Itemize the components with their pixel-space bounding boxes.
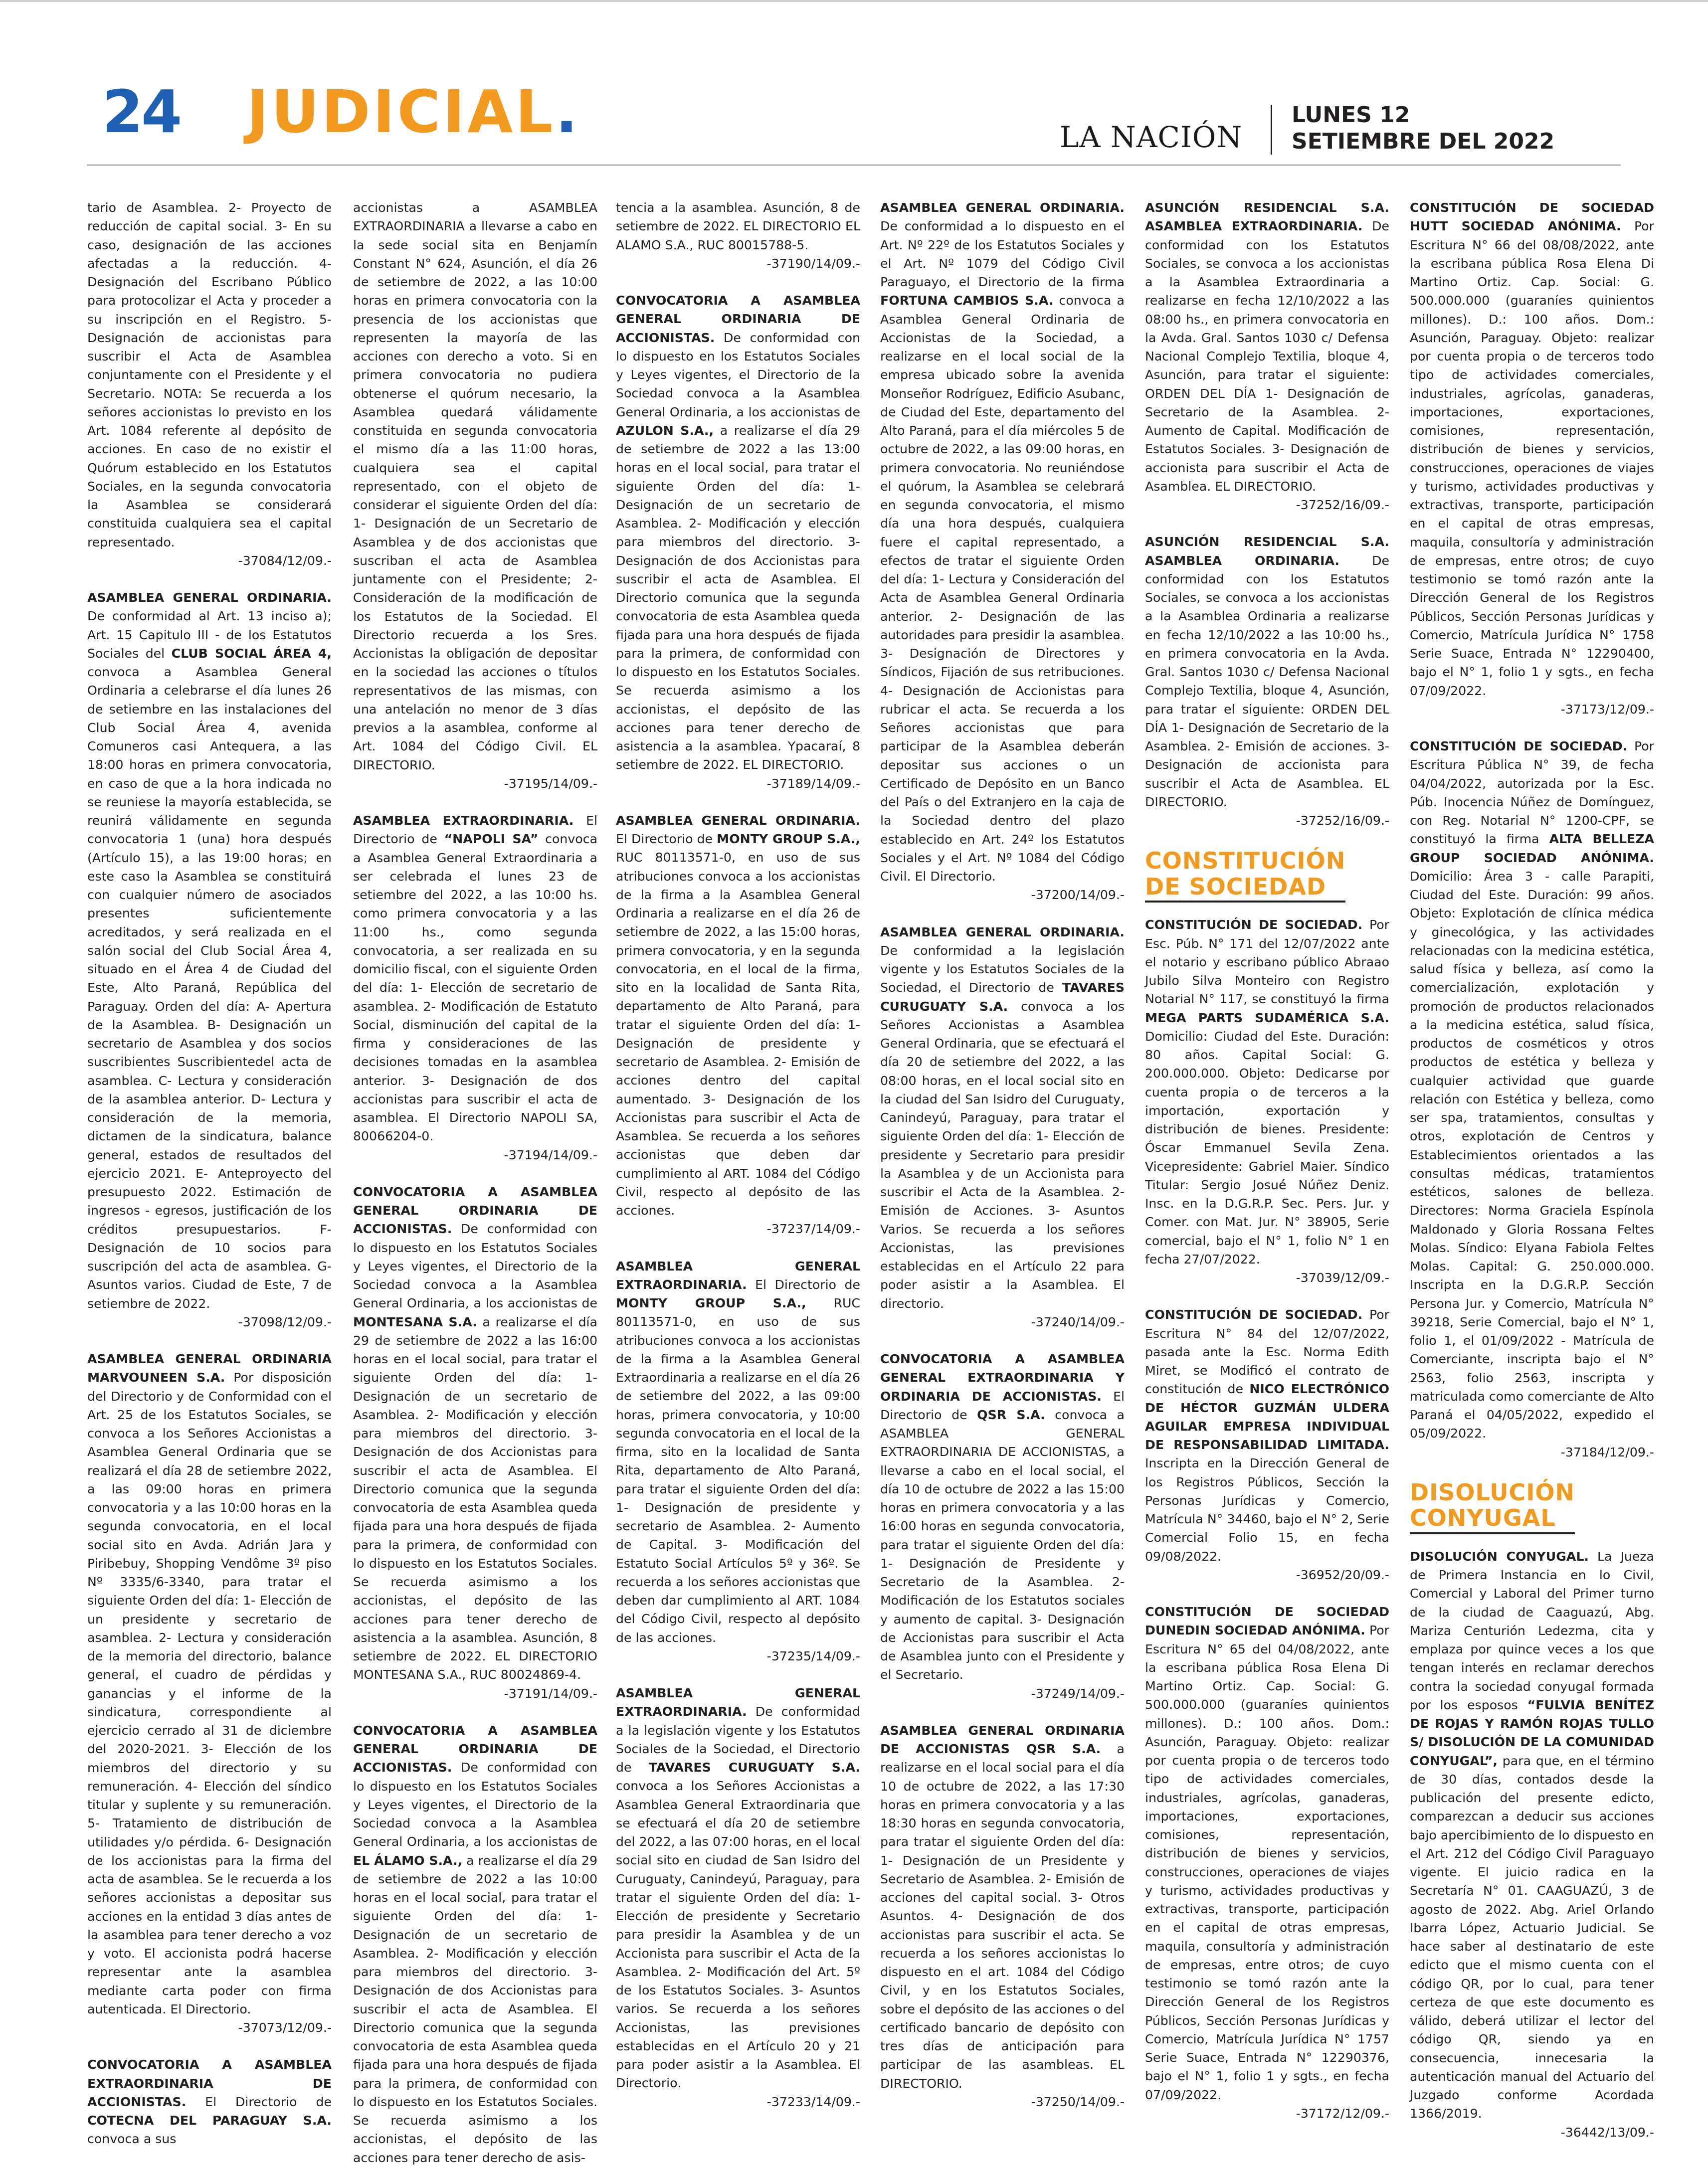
- column-5: [1145, 198, 1389, 2123]
- notice-code: -37084/12/09.-: [238, 553, 332, 568]
- notice-code: -37235/14/09.-: [766, 1648, 860, 1663]
- notice-code: -37190/14/09.-: [766, 256, 860, 271]
- header-separator: [1271, 105, 1272, 155]
- notice-title: ASUNCIÓN RESIDENCIAL S.A. ASAMBLEA ORDINARIA.: [1145, 535, 1389, 568]
- notice: ASAMBLEA GENERAL EXTRAORDINARIA. De conformidad a la legislación vigente y los Estatutos Sociales de la Sociedad, el Directorio de TAVARES CURUGUATY S.A. convoca a los Señores Accionistas a Asamblea General Extraordinaria que se efectuará el día 20 de setiembre del 2022, a las 07:00 horas, en el local social sito en ciudad de San Isidro del Curuguaty, Canindeyú, Paraguay, para tratar el siguiente Orden del día: 1- Elección de presidente y Secretario para presidir la Asamblea y de un Accionista para suscribir el Acta de la Asamblea. 2- Modificación del Art. 5º de los Estatutos Sociales. 3- Asuntos varios. Se recuerda a los señores Accionistas, las previsiones establecidas en el Artículo 20 y 21 para poder asistir a la Asamblea. El Directorio.: [616, 1686, 860, 2091]
- notice-code: -37184/12/09.-: [1560, 1445, 1654, 1459]
- newspaper-logo: LA NACIÓN: [1060, 120, 1243, 154]
- notice: CONVOCATORIA A ASAMBLEA GENERAL EXTRAORDINARIA Y ORDINARIA DE ACCIONISTAS. El Directorio de QSR S.A. convoca a ASAMBLEA GENERAL EXTRAORDINARIA DE ACCIONISTAS, a llevarse a cabo en el local social, el día 10 de octubre de 2022 a las 15:00 horas en primera convocatoria y a las 16:00 horas en segunda convocatoria, para tratar el siguiente Orden del día: 1- Designación de Presidente y Secretario de la Asamblea. 2- Modificación de los Estatutos sociales y aumento de capital. 3- Designación de Accionistas para suscribir el Acta de Asamblea junto con el Presidente y el Secretario.: [880, 1352, 1125, 1682]
- notice-title: CONVOCATORIA A ASAMBLEA GENERAL ORDINARIA DE ACCIONISTAS.: [353, 1184, 597, 1237]
- notice-code: -37240/14/09.-: [1031, 1314, 1125, 1329]
- notice: CONVOCATORIA A ASAMBLEA EXTRAORDINARIA DE ACCIONISTAS. El Directorio de COTECNA DEL PARAGUAY S.A. convoca a sus: [87, 2057, 332, 2147]
- date-line: [1292, 102, 1554, 155]
- notice-code: -37189/14/09.-: [766, 776, 860, 791]
- notice-code: -37250/14/09.-: [1031, 2094, 1125, 2109]
- column-4: [880, 198, 1125, 2111]
- notice-title: CONSTITUCIÓN DE SOCIEDAD.: [1145, 917, 1363, 932]
- notice-title: ASAMBLEA GENERAL ORDINARIA.: [616, 813, 860, 828]
- notice-title: ASAMBLEA GENERAL ORDINARIA.: [880, 200, 1125, 215]
- notice-title: ASAMBLEA GENERAL ORDINARIA.: [880, 924, 1125, 939]
- notice: CONSTITUCIÓN DE SOCIEDAD. Por Escritura N° 84 del 12/07/2022, pasada ante la Esc. Norma Edith Miret, se Modificó el contrato de constitución de NICO ELECTRÓNICO DE HÉCTOR GUZMÁN ULDERA AGUILAR EMPRESA INDIVIDUAL DE RESPONSABILIDAD LIMITADA. Inscripta en la Dirección General de los Registros Públicos, Sección la Personas Jurídicas y Comercio, Matrícula N° 34460, bajo el N° 2, Serie Comercial Folio 15, en fecha 09/08/2022.: [1145, 1307, 1390, 1564]
- notice: ASAMBLEA GENERAL EXTRAORDINARIA. El Directorio de MONTY GROUP S.A., RUC 80113571-0, en uso de sus atribuciones convoca a los accionistas de la firma a la Asamblea General Extraordinaria a realizarse en el día 26 de setiembre del 2022, a las 09:00 horas, primera convocatoria, y 10:00 segunda convocatoria en el local de la firma, sito en la localidad de Santa Rita, departamento de Alto Paraná, para tratar el siguiente Orden del día: 1- Designación de presidente y secretario de Asamblea. 2- Aumento de Capital. 3- Modificación del Estatuto Social Artículos 5º y 36º. Se recuerda a los señores accionistas que deben dar cumplimiento al ART. 1084 del Código Civil, respecto al depósito de las acciones.: [616, 1259, 860, 1645]
- notice: ASAMBLEA GENERAL ORDINARIA MARVOUNEEN S.A. Por disposición del Directorio y de Conformidad con el Art. 25 de los Estatutos Sociales, se convoca a los Señores Accionistas a Asamblea General Ordinaria que se realizará el día 28 de setiembre 2022, a las 09:00 horas en primera convocatoria y a las 10:00 horas en la segunda convocatoria, en el local social sito en Avda. Adrián Jara y Piribebuy, Shopping Vendôme 3º piso Nº 3335/6-3340, para tratar el siguiente Orden del día: 1- Elección de un presidente y secretario de asamblea. 2- Lectura y consideración de la memoria del directorio, balance general, el cuadro de pérdidas y ganancias y el informe de la sindicatura, correspondiente al ejercicio cerrado al 31 de diciembre del 2020-2021. 3- Elección de los miembros del directorio y su remuneración. 4- Elección del síndico titular y suplente y su remuneración. 5- Tratamiento de distribución de utilidades y/o pérdida. 6- Designación de los accionistas para la firma del acta de asamblea. Se le recuerda a los señores accionistas a depositar sus acciones en la entidad 3 días antes de la asamblea para tener derecho a voz y voto. El accionista podrá hacerse representar ante la asamblea mediante carta poder con firma autenticada. El Directorio.: [87, 1352, 332, 2016]
- notice-code: -37200/14/09.-: [1031, 888, 1125, 903]
- notice-title: CONSTITUCIÓN DE SOCIEDAD DUNEDIN SOCIEDAD ANÓNIMA.: [1145, 1605, 1389, 1638]
- notice-body: tencia a la asamblea. Asunción, 8 de setiembre de 2022. EL DIRECTORIO EL ALAMO S.A., RUC 80015788-5.: [616, 200, 860, 252]
- top-rule: [0, 0, 1708, 2]
- page-number: 24: [102, 77, 181, 146]
- notice-title: ASAMBLEA EXTRAORDINARIA.: [353, 813, 574, 828]
- section-dot: .: [555, 77, 580, 146]
- section-heading-constitucion: CONSTITUCIÓN DE SOCIEDAD: [1145, 848, 1345, 903]
- column-6: [1410, 198, 1654, 2142]
- notice-title: CONVOCATORIA A ASAMBLEA GENERAL ORDINARIA DE ACCIONISTAS.: [353, 1723, 597, 1775]
- notice: ASAMBLEA GENERAL ORDINARIA. De conformidad a lo dispuesto en el Art. Nº 22º de los Estatutos Sociales y el Art. Nº 1079 del Código Civil Paraguayo, el Directorio de la firma FORTUNA CAMBIOS S.A. convoca a Asamblea General Ordinaria de Accionistas de la Sociedad, a realizarse en el local social de la empresa ubicado sobre la avenida Monseñor Rodríguez, Edificio Asubanc, de Ciudad del Este, departamento del Alto Paraná, para el día miércoles 5 de octubre de 2022, a las 09:00 horas, en primera convocatoria. No reuniéndose el quórum, la Asamblea se celebrará en segunda convocatoria, el mismo día una hora después, cualquiera fuere el capital representado, a efectos de tratar el siguiente Orden del día: 1- Lectura y Consideración del Acta de Asamblea General Ordinaria anterior. 2- Designación de las autoridades para presidir la asamblea. 3- Designación de Directores y Síndicos, Fijación de sus retribuciones. 4- Designación de Accionistas para rubricar el acta. Se recuerda a los Señores accionistas que para participar de la Asamblea deberán depositar sus acciones o un Certificado de Depósito en un Banco del País o del Extranjero en la caja de la Sociedad dentro del plazo establecido en Art. 24º los Estatutos Sociales y el Art. Nº 1084 del Código Civil. El Directorio.: [880, 200, 1125, 884]
- notice-title: CONVOCATORIA A ASAMBLEA EXTRAORDINARIA DE ACCIONISTAS.: [87, 2057, 332, 2109]
- notice: CONVOCATORIA A ASAMBLEA GENERAL ORDINARIA DE ACCIONISTAS. De conformidad con lo dispuesto en los Estatutos Sociales y Leyes vigentes, el Directorio de la Sociedad convoca a la Asamblea General Ordinaria, a los accionistas de EL ÁLAMO S.A., a realizarse el día 29 de setiembre de 2022 a las 10:00 horas en el local social, para tratar el siguiente Orden del día: 1- Designación de un secretario de Asamblea. 2- Modificación y elección para miembros del directorio. 3- Designación de dos Accionistas para suscribir el acta de Asamblea. El Directorio comunica que la segunda convocatoria de esta Asamblea queda fijada para una hora después de fijada para la primera, de conformidad con lo dispuesto en los Estatutos Sociales. Se recuerda asimismo a los accionistas, el depósito de las acciones para tener derecho de asis-: [353, 1723, 597, 2165]
- notice: ASAMBLEA EXTRAORDINARIA. El Directorio de “NAPOLI SA” convoca a Asamblea General Extraordinaria a ser celebrada el lunes 23 de setiembre del 2022, a las 10:00 hs. como primera convocatoria y a las 11:00 hs., como segunda convocatoria, a ser realizada en su domicilio fiscal, con el siguiente Orden del día: 1- Elección de secretario de asamblea. 2- Modificación de Estatuto Social, disminución del capital de la firma y consideraciones de las decisiones tomadas en la asamblea anterior. 3- Designación de dos accionistas para suscribir el acta de asamblea. El Directorio NAPOLI SA, 80066204-0.: [353, 813, 598, 1144]
- notice-code: -37191/14/09.-: [504, 1686, 597, 1701]
- notice-code: -37073/12/09.-: [238, 2020, 332, 2035]
- notice-code: -36952/20/09.-: [1296, 1567, 1389, 1582]
- column-2: [353, 198, 597, 2167]
- notice-title: DISOLUCIÓN CONYUGAL.: [1410, 1549, 1589, 1564]
- notice-title: ASAMBLEA GENERAL EXTRAORDINARIA.: [616, 1686, 860, 1719]
- notice-code: -37039/12/09.-: [1296, 1271, 1389, 1285]
- notice-body: tario de Asamblea. 2- Proyecto de reducción de capital social. 3- En su caso, designación de las acciones afectadas a la reducción. 4- Designación del Escribano Público para protocolizar el Acta y proceder a su inscripción en el Registro. 5- Designación de accionistas para suscribir el Acta de Asamblea conjuntamente con el Presidente y el Secretario. NOTA: Se recuerda a los señores accionistas lo previsto en los Art. 1084 referente al depósito de acciones. En caso de no existir el Quórum establecido en los Estatutos Sociales, en la segunda convocatoria la Asamblea se considerará constituida cualquiera sea el capital representado.: [87, 200, 332, 549]
- notice-code: -37252/16/09.-: [1296, 813, 1389, 828]
- notice: ASAMBLEA GENERAL ORDINARIA. De conformidad a la legislación vigente y los Estatutos Sociales de la Sociedad, el Directorio de TAVARES CURUGUATY S.A. convoca a los Señores Accionistas a Asamblea General Ordinaria, que se efectuará el día 20 de setiembre del 2022, a las 08:00 horas, en el local social sito en la ciudad del San Isidro del Curuguaty, Canindeyú, Paraguay, para tratar el siguiente Orden del día: 1- Elección de presidente y Secretario para presidir la Asamblea y de un Accionista para suscribir el Acta de la Asamblea. 2- Emisión de Acciones. 3- Asuntos Varios. Se recuerda a los señores Accionistas, las previsiones establecidas en el Artículo 22 para poder asistir a la Asamblea. El directorio.: [880, 924, 1125, 1311]
- section-heading-disolucion: DISOLUCIÓN CONYUGAL: [1410, 1480, 1575, 1534]
- notice: ASAMBLEA GENERAL ORDINARIA DE ACCIONISTAS QSR S.A. a realizarse en el local social para el día 10 de octubre de 2022, a las 17:30 horas en primera convocatoria y a las 18:30 horas en segunda convocatoria, para tratar el siguiente Orden del día: 1- Designación de un Presidente y Secretario de Asamblea. 2- Emisión de acciones del capital social. 3- Otros Asuntos. 4- Designación de dos accionistas para suscribir el acta. Se recuerda a los señores accionistas lo dispuesto en el art. 1084 del Código Civil, y en los Estatutos Sociales, sobre el depósito de las acciones o del certificado bancario de depósito con tres días de anticipación para participar de las asambleas. EL DIRECTORIO.: [880, 1723, 1125, 2091]
- notice: ASAMBLEA GENERAL ORDINARIA. El Directorio de MONTY GROUP S.A., RUC 80113571-0, en uso de sus atribuciones convoca a los accionistas de la firma a la Asamblea General Ordinaria a realizarse en el día 26 de setiembre de 2022, a las 15:00 horas, primera convocatoria, y en la segunda convocatoria, en el local de la firma, sito en la localidad de Santa Rita, departamento de Alto Paraná, para tratar el siguiente Orden del día: 1- Designación de presidente y secretario de Asamblea. 2- Emisión de acciones dentro del capital aumentado. 3- Designación de los Accionistas para suscribir el Acta de Asamblea. Se recuerda a los señores accionistas que deben dar cumplimiento al ART. 1084 del Código Civil, respecto al depósito de las acciones.: [616, 813, 860, 1218]
- notice-code: -36442/13/09.-: [1560, 2125, 1654, 2140]
- notice-body: accionistas a ASAMBLEA EXTRAORDINARIA a llevarse a cabo en la sede social sita en Benjamín Constant N° 624, Asunción, el día 26 de setiembre de 2022, a las 10:00 horas en primera convocatoria con la presencia de los accionistas que representen la mayoría de las acciones con derecho a voto. Si en primera convocatoria no pudiera obtenerse el quórum necesario, la Asamblea quedará válidamente constituida en segunda convocatoria el mismo día a las 11:00 horas, cualquiera sea el capital representado, con el objeto de considerar el siguiente Orden del día: 1- Designación de un Secretario de Asamblea y de dos accionistas que suscriban el acta de Asamblea juntamente con el Presidente; 2- Consideración de la modificación de los Estatutos de la Sociedad. El Directorio recuerda a los Sres. Accionistas la obligación de depositar en la sociedad las acciones o títulos representativos de las mismas, con una antelación no menor de 3 días previos a la asamblea, conforme al Art. 1084 del Código Civil. EL DIRECTORIO.: [353, 200, 597, 772]
- notice: CONVOCATORIA A ASAMBLEA GENERAL ORDINARIA DE ACCIONISTAS. De conformidad con lo dispuesto en los Estatutos Sociales y Leyes vigentes, el Directorio de la Sociedad convoca a la Asamblea General Ordinaria, a los accionistas de MONTESANA S.A. a realizarse el día 29 de setiembre de 2022 a las 16:00 horas en el local social, para tratar el siguiente Orden del día: 1- Designación de un secretario de Asamblea. 2- Modificación y elección para miembros del directorio. 3- Designación de dos Accionistas para suscribir el acta de Asamblea. El Directorio comunica que la segunda convocatoria de esta Asamblea queda fijada para una hora después de fijada para la primera, de conformidad con lo dispuesto en los Estatutos Sociales. Se recuerda asimismo a los accionistas, el depósito de las acciones para tener derecho de asistencia a la asamblea. Asunción, 8 setiembre de 2022. EL DIRECTORIO MONTESANA S.A., RUC 80024869-4.: [353, 1184, 597, 1682]
- notice: CONSTITUCIÓN DE SOCIEDAD HUTT SOCIEDAD ANÓNIMA. Por Escritura N° 66 del 08/08/2022, ante la escribana pública Rosa Elena Di Martino Ortiz. Cap. Social: G. 500.000.000 (guaraníes quinientos millones). D.: 100 años. Dom.: Asunción, Paraguay. Objeto: realizar por cuenta propia o de terceros todo tipo de actividades comerciales, industriales, agrícolas, ganaderas, importaciones, exportaciones, comisiones, representación, distribución de bienes y servicios, construcciones, operaciones de viajes y turismo, actividades productivas y extractivas, transporte, participación en el capital de otras empresas, maquila, consultoría y administración de empresas, entre otros; de cuyo testimonio se tomó razón ante la Dirección General de los Registros Públicos, Sección Personas Jurídicas y Comercio, Matrícula Jurídica N° 1758 Serie Suace, Entrada N° 12290400, bajo el N° 1, folio 1 y sgts., en fecha 07/09/2022.: [1410, 200, 1654, 698]
- notice-title: CONSTITUCIÓN DE SOCIEDAD HUTT SOCIEDAD ANÓNIMA.: [1410, 200, 1654, 234]
- notice-code: -37252/16/09.-: [1296, 498, 1389, 512]
- month-year: SETIEMBRE DEL 2022: [1292, 128, 1555, 154]
- section-title: [247, 77, 580, 146]
- column-1: [87, 198, 332, 2149]
- notice: ASUNCIÓN RESIDENCIAL S.A. ASAMBLEA EXTRAORDINARIA. De conformidad con los Estatutos Sociales, se convoca a los accionistas a la Asamblea Extraordinaria a realizarse en fecha 12/10/2022 a las 08:00 hs., en primera convocatoria en la Avda. Gral. Santos 1030 c/ Defensa Nacional Complejo Textilia, bloque 4, Asunción, para tratar el siguiente: ORDEN DEL DÍA 1- Designación de Secretario de la Asamblea. 2- Aumento de Capital. Modificación de Estatutos Sociales. 3- Designación de accionista para suscribir el Acta de Asamblea. EL DIRECTORIO.: [1145, 200, 1389, 494]
- weekday: LUNES 12: [1292, 102, 1410, 128]
- notice-title: ASAMBLEA GENERAL ORDINARIA MARVOUNEEN S.A.: [87, 1352, 332, 1385]
- notice-code: -37194/14/09.-: [504, 1147, 597, 1162]
- section-name: JUDICIAL: [247, 77, 556, 146]
- notice: ASUNCIÓN RESIDENCIAL S.A. ASAMBLEA ORDINARIA. De conformidad con los Estatutos Sociales, se convoca a los accionistas a la Asamblea Ordinaria a realizarse en fecha 12/10/2022 a las 10:00 hs., en primera convocatoria en la Avda. Gral. Santos 1030 c/ Defensa Nacional Complejo Textilia, bloque 4, Asunción, para tratar el siguiente: ORDEN DEL DÍA 1- Designación de Secretario de la Asamblea. 2- Emisión de acciones. 3- Designación de accionista para suscribir el Acta de Asamblea. EL DIRECTORIO.: [1145, 535, 1389, 809]
- notice-title: ASUNCIÓN RESIDENCIAL S.A. ASAMBLEA EXTRAORDINARIA.: [1145, 200, 1389, 234]
- notice-code: -37173/12/09.-: [1560, 702, 1654, 717]
- notice-code: -37249/14/09.-: [1031, 1686, 1125, 1701]
- notice: CONSTITUCIÓN DE SOCIEDAD. Por Esc. Púb. N° 171 del 12/07/2022 ante el notario y escribano público Abraao Jubilo Silva Monteiro con Registro Notarial N° 117, se constituyó la firma MEGA PARTS SUDAMÉRICA S.A. Domicilio: Ciudad del Este. Duración: 80 años. Capital Social: G. 200.000.000. Objeto: Dedicarse por cuenta propia o de terceros a la importación, exportación y distribución de bienes. Presidente: Óscar Emmanuel Sevila Zena. Vicepresidente: Gabriel Maier. Síndico Titular: Sergio Josué Núñez Deniz. Insc. en la D.G.R.P. Sec. Pers. Jur. y Comer. con Mat. Jur. N° 38905, Serie comercial, bajo el N° 1, folio N° 1 en fecha 27/07/2022.: [1145, 917, 1390, 1267]
- notice-title: CONVOCATORIA A ASAMBLEA GENERAL ORDINARIA DE ACCIONISTAS.: [616, 293, 860, 345]
- notice-title: CONSTITUCIÓN DE SOCIEDAD.: [1410, 739, 1628, 753]
- notice: ASAMBLEA GENERAL ORDINARIA. De conformidad al Art. 13 inciso a); Art. 15 Capitulo III - de los Estatutos Sociales del CLUB SOCIAL ÁREA 4, convoca a Asamblea General Ordinaria a celebrarse el día lunes 26 de setiembre en las instalaciones del Club Social Área 4, avenida Comuneros casi Antequera, a las 18:00 horas en primera convocatoria, en caso de que a la hora indicada no se reuniese la mayoría establecida, se reunirá válidamente en segunda convocatoria 1 (una) hora después (Artículo 15), a las 19:00 horas; en este caso la Asamblea se constituirá con cualquier número de asociados presentes suficientemente acreditados, y será realizada en el salón social del Club Social Área 4, situado en el Área 4 de Ciudad del Este, Alto Paraná, República del Paraguay. Orden del día: A- Apertura de la Asamblea. B- Designación un secretario de Asamblea y dos socios suscribientes Suscribientedel acta de asamblea. C- Lectura y consideración de la asamblea anterior. D- Lectura y consideración de la memoria, dictamen de la sindicatura, balance general, estados de resultados del ejercicio 2021. E- Anteproyecto del presupuesto 2022. Estimación de ingresos - egresos, justificación de los créditos presupuestarios. F- Designación de 10 socios para suscripción del acta de asamblea. G- Asuntos varios. Ciudad de Este, 7 de setiembre de 2022.: [87, 590, 332, 1311]
- notice-code: -37233/14/09.-: [766, 2094, 860, 2109]
- notice-title: CONSTITUCIÓN DE SOCIEDAD.: [1145, 1307, 1363, 1322]
- notice-code: -37237/14/09.-: [766, 1222, 860, 1237]
- notice-title: ASAMBLEA GENERAL ORDINARIA.: [87, 590, 332, 605]
- notice-title: ASAMBLEA GENERAL ORDINARIA DE ACCIONISTAS QSR S.A.: [880, 1723, 1125, 1756]
- column-3: [616, 198, 860, 2111]
- notice: CONSTITUCIÓN DE SOCIEDAD DUNEDIN SOCIEDAD ANÓNIMA. Por Escritura N° 65 del 04/08/2022, ante la escribana pública Rosa Elena Di Martino Ortiz. Cap. Social: G. 500.000.000 (guaraníes quinientos millones). D.: 100 años. Dom.: Asunción, Paraguay. Objeto: realizar por cuenta propia o de terceros todo tipo de actividades comerciales, industriales, agrícolas, ganaderas, importaciones, exportaciones, comisiones, representación, distribución de bienes y servicios, construcciones, operaciones de viajes y turismo, actividades productivas y extractivas, transporte, participación en el capital de otras empresas, maquila, consultoría y administración de empresas, entre otros; de cuyo testimonio se tomó razón ante la Dirección General de los Registros Públicos, Sección Personas Jurídicas y Comercio, Matrícula Jurídica N° 1757 Serie Suace, Entrada N° 12290376, bajo el N° 1, folio 1 y sgts., en fecha 07/09/2022.: [1145, 1605, 1390, 2102]
- notice: DISOLUCIÓN CONYUGAL. La Jueza de Primera Instancia en lo Civil, Comercial y Laboral del Primer turno de la ciudad de Caaguazú, Abg. Mariza Centurión Ledezma, cita y emplaza por quince veces a los que tengan interés en reclamar derechos contra la sociedad conyugal formada por los esposos “FULVIA BENÍTEZ DE ROJAS Y RAMÓN ROJAS TULLO S/ DISOLUCIÓN DE LA COMUNIDAD CONYUGAL”, para que, en el término de 30 días, contados desde la publicación del presente edicto, comparezcan a deducir sus acciones bajo apercibimiento de lo dispuesto en el Art. 212 del Código Civil Paraguayo vigente. El juicio radica en la Secretaría N° 01. CAAGUAZÚ, 3 de agosto de 2022. Abg. Ariel Orlando Ibarra López, Actuario Judicial. Se hace saber al destinatario de este edicto que el mismo cuenta con el código QR, por lo cual, para tener certeza de que este documento es válido, deberá utilizar el lector del código QR, siendo ya en consecuencia, innecesaria la autenticación manual del Actuario del Juzgado conforme Acordada 1366/2019.: [1410, 1549, 1655, 2121]
- notice: CONVOCATORIA A ASAMBLEA GENERAL ORDINARIA DE ACCIONISTAS. De conformidad con lo dispuesto en los Estatutos Sociales y Leyes vigentes, el Directorio de la Sociedad convoca a la Asamblea General Ordinaria, a los accionistas de AZULON S.A., a realizarse el día 29 de setiembre de 2022 a las 13:00 horas en el local social, para tratar el siguiente Orden del día: 1- Designación de un secretario de Asamblea. 2- Modificación y elección para miembros del directorio. 3- Designación de dos Accionistas para suscribir el acta de Asamblea. El Directorio comunica que la segunda convocatoria de esta Asamblea queda fijada para una hora después de fijada para la primera, de conformidad con lo dispuesto en los Estatutos Sociales. Se recuerda asimismo a los accionistas, el depósito de las acciones para tener derecho de asistencia a la asamblea. Ypacaraí, 8 setiembre de 2022. EL DIRECTORIO.: [616, 293, 860, 772]
- notice-code: -37172/12/09.-: [1296, 2106, 1389, 2121]
- notice-title: ASAMBLEA GENERAL EXTRAORDINARIA.: [616, 1259, 860, 1292]
- notice-code: -37098/12/09.-: [238, 1314, 332, 1329]
- header-rule: [87, 165, 1621, 166]
- notice-title: CONVOCATORIA A ASAMBLEA GENERAL EXTRAORDINARIA Y ORDINARIA DE ACCIONISTAS.: [880, 1352, 1125, 1404]
- notice-code: -37195/14/09.-: [504, 776, 597, 791]
- notice: CONSTITUCIÓN DE SOCIEDAD. Por Escritura Pública N° 39, de fecha 04/04/2022, autorizada por la Esc. Púb. Inocencia Núñez de Domínguez, con Reg. Notarial N° 1200-CPF, se constituyó la firma ALTA BELLEZA GROUP SOCIEDAD ANÓNIMA. Domicilio: Área 3 - calle Parapiti, Ciudad del Este. Duración: 99 años. Objeto: Explotación de clínica médica y ginecológica, y las actividades relacionadas con la medicina estética, salud física y belleza, así como la comercialización, explotación y promoción de productos relacionados a la medicina estética, salud física, productos de cosméticos y otros productos de estética y belleza y cualquier actividad que guarde relación con Estética y belleza, como ser spa, tratamientos, consultas y otros, explotación de Centros y Establecimientos orientados a las consultas médicas, tratamientos estéticos, salones de belleza. Directores: Norma Graciela Espínola Maldonado y Gloria Rossana Feltes Molas. Síndico: Elyana Fabiola Feltes Molas. Capital: G. 250.000.000. Inscripta en la D.G.R.P. Sección Persona Jur. y Comercio, Matrícula N° 39218, Serie Comercial, bajo el N° 1, folio 1, el 01/09/2022 - Matrícula de Comerciante, inscripta bajo el N° 2563, folio 2563, inscripta y matriculada como comerciante de Alto Paraná el 04/05/2022, expedido el 05/09/2022.: [1410, 739, 1655, 1441]
